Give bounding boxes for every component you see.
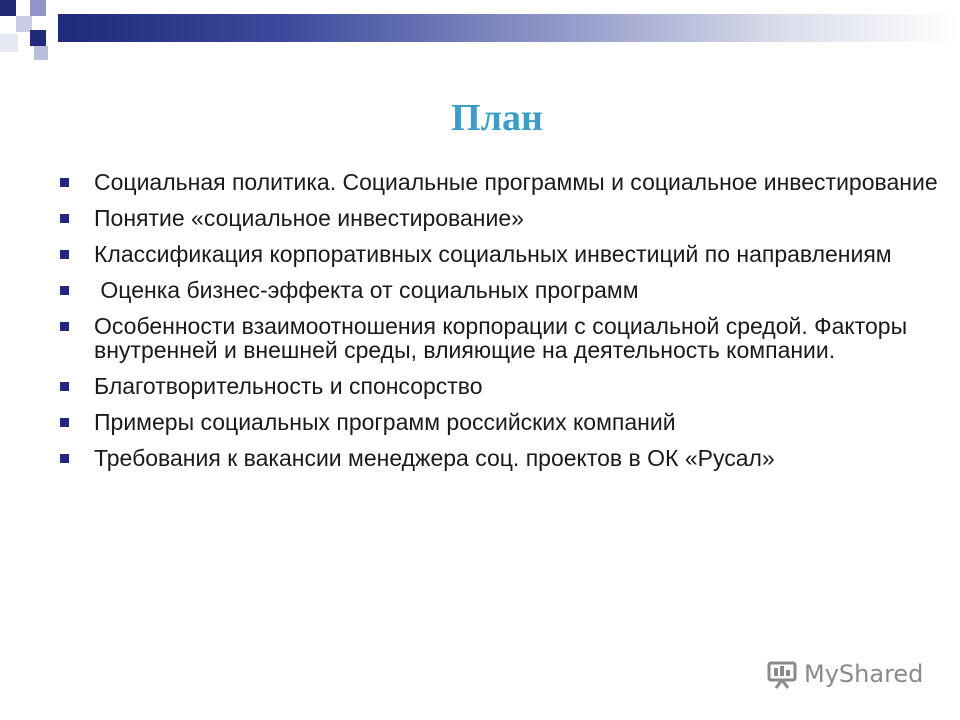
decor-square [30,30,46,46]
decor-square [30,0,46,16]
bullet-list [56,170,946,482]
list-item [56,206,946,230]
bullet-square-icon [60,418,69,427]
list-item [56,410,946,434]
slide-title: План [451,97,543,139]
list-item-text: Оценка бизнес-эффекта от социальных программ [94,277,639,303]
bullet-square-icon [60,214,69,223]
bullet-square-icon [60,250,69,259]
list-item-text: Понятие «социальное инвестирование» [94,205,524,231]
list-item-text: Требования к вакансии менеджера соц. проектов в ОК «Русал» [94,445,775,471]
decor-square [0,0,16,16]
bullet-square-icon [60,382,69,391]
list-item [56,278,946,302]
list-item [56,314,946,362]
bullet-square-icon [60,454,69,463]
list-item [56,374,946,398]
list-item-text: Особенности взаимоотношения корпорации с социальной средой. Факторы внутренней и внешней среды, влияющие на деятельность компании. [94,313,908,363]
watermark [766,656,923,692]
presentation-board-icon [766,658,798,690]
decor-square [34,46,48,60]
list-item-text: Примеры социальных программ российских компаний [94,409,676,435]
list-item [56,170,946,194]
list-item-text: Социальная политика. Социальные программы и социальное инвестирование [94,169,938,195]
decor-square [0,34,18,52]
bullet-square-icon [60,322,69,331]
list-item-text: Классификация корпоративных социальных инвестиций по направлениям [94,241,892,267]
bullet-square-icon [60,178,69,187]
list-item [56,242,946,266]
list-item-text: Благотворительность и спонсорство [94,373,483,399]
watermark-text: MyShared [804,660,924,688]
bullet-square-icon [60,286,69,295]
list-item [56,446,946,470]
header-gradient-bar [58,14,960,42]
